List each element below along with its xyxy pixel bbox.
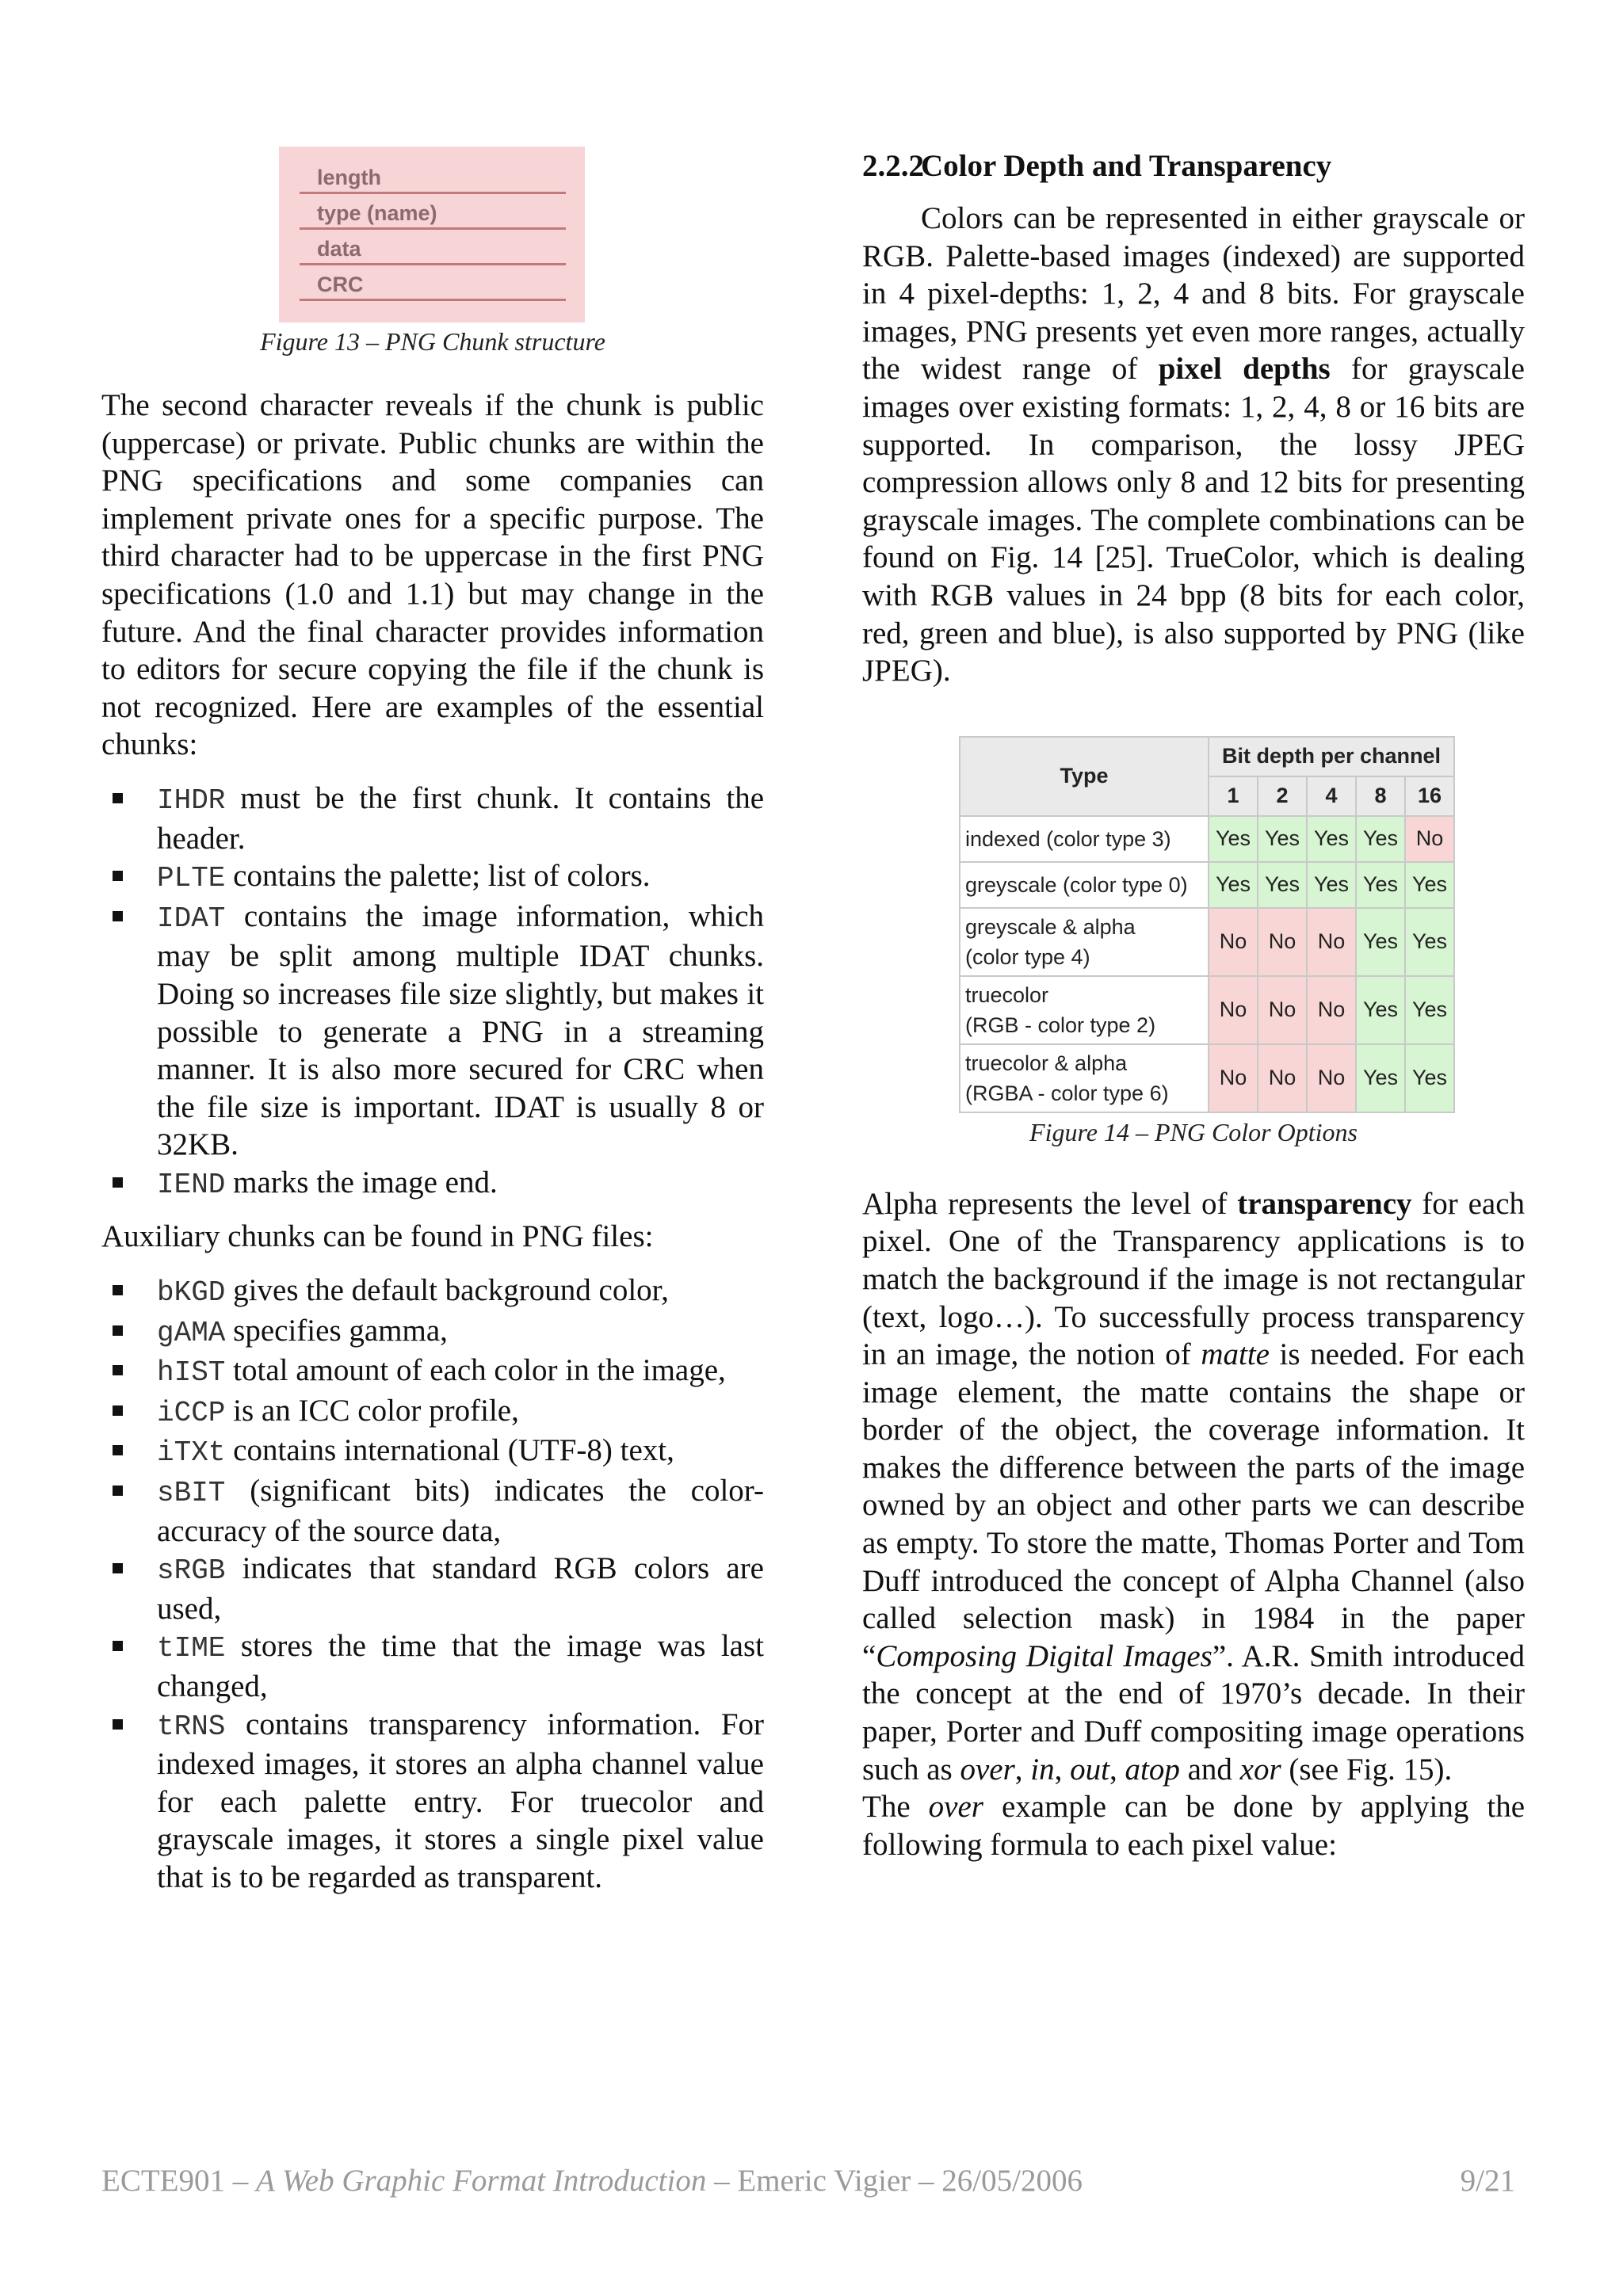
support-cell: Yes	[1209, 862, 1258, 908]
support-cell: No	[1209, 1044, 1258, 1112]
section-number: 2.2.2	[862, 149, 924, 183]
support-cell: No	[1307, 1044, 1356, 1112]
page-number: 9/21	[1460, 2164, 1515, 2198]
bullet-square-icon	[113, 1719, 123, 1730]
chunk-code: iCCP	[157, 1396, 226, 1429]
footer-author: – Emeric Vigier – 26/05/2006	[706, 2164, 1083, 2198]
figure13-caption: Figure 13 – PNG Chunk structure	[260, 327, 605, 356]
table-row	[960, 862, 1454, 908]
support-cell: No	[1405, 816, 1454, 862]
support-cell: Yes	[1307, 862, 1356, 908]
type-header: Type	[960, 737, 1209, 816]
png-color-options-table	[959, 736, 1455, 1113]
bullet-square-icon	[113, 1285, 123, 1295]
chunk-row-crc: CRC	[300, 268, 566, 301]
chunk-description: indicates that standard RGB colors are used,	[157, 1551, 764, 1626]
type-cell: indexed (color type 3)	[960, 816, 1209, 862]
support-cell: Yes	[1258, 862, 1307, 908]
essential-chunks-list	[101, 780, 764, 1204]
chunk-item	[101, 898, 764, 1164]
bullet-square-icon	[113, 1563, 123, 1573]
chunk-code: sBIT	[157, 1477, 226, 1510]
chunk-item	[101, 857, 764, 898]
bullet-square-icon	[113, 1177, 123, 1188]
chunk-item	[101, 780, 764, 857]
section-heading	[862, 147, 1525, 185]
bullet-square-icon	[113, 1445, 123, 1455]
support-cell: No	[1258, 908, 1307, 976]
support-cell: Yes	[1356, 816, 1405, 862]
chunk-item	[101, 1392, 764, 1432]
chunk-code: gAMA	[157, 1316, 226, 1349]
chunk-code: iTXt	[157, 1436, 226, 1470]
chunk-item	[101, 1432, 764, 1472]
chunk-description: is an ICC color profile,	[225, 1393, 519, 1428]
table-row	[960, 1044, 1454, 1112]
chunk-item	[101, 1164, 764, 1204]
bullet-square-icon	[113, 911, 123, 921]
type-cell: greyscale & alpha (color type 4)	[960, 908, 1209, 976]
depth-header: 1	[1209, 776, 1258, 816]
depth-header: 2	[1258, 776, 1307, 816]
support-cell: No	[1307, 976, 1356, 1044]
type-cell: truecolor (RGB - color type 2)	[960, 976, 1209, 1044]
support-cell: Yes	[1307, 816, 1356, 862]
chunk-description: total amount of each color in the image,	[225, 1353, 726, 1388]
bullet-square-icon	[113, 1641, 123, 1651]
footer-course: ECTE901 –	[101, 2164, 256, 2198]
chunk-code: bKGD	[157, 1276, 226, 1310]
table-row	[960, 908, 1454, 976]
table-row	[960, 976, 1454, 1044]
footer-title: A Web Graphic Format Introduction	[255, 2164, 707, 2198]
chunk-item	[101, 1312, 764, 1352]
support-cell: Yes	[1405, 1044, 1454, 1112]
support-cell: Yes	[1405, 976, 1454, 1044]
support-cell: No	[1209, 908, 1258, 976]
png-chunk-figure	[279, 147, 585, 322]
bullet-square-icon	[113, 1365, 123, 1375]
support-cell: Yes	[1356, 908, 1405, 976]
depth-header: 8	[1356, 776, 1405, 816]
chunk-item	[101, 1272, 764, 1312]
left-column	[101, 127, 764, 1897]
support-cell: No	[1258, 976, 1307, 1044]
chunk-description: gives the default background color,	[225, 1273, 669, 1308]
bullet-square-icon	[113, 793, 123, 803]
chunk-description: contains international (UTF-8) text,	[225, 1433, 674, 1468]
page-footer	[101, 2163, 1515, 2199]
figure14-caption: Figure 14 – PNG Color Options	[1029, 1117, 1358, 1146]
chunk-code: tRNS	[157, 1710, 226, 1743]
depth-header: 4	[1307, 776, 1356, 816]
chunk-item	[101, 1706, 764, 1897]
support-cell: Yes	[1356, 862, 1405, 908]
support-cell: Yes	[1356, 1044, 1405, 1112]
intro-paragraph: The second character reveals if the chunk is public (uppercase) or private. Public chunks are within the PNG specifications and some companies can implement private ones for a specific purpose. The third character had to be uppercase in the first PNG specifications (1.0 and 1.1) but may change in the future. And the final character provides information to editors for secure copying the file if the chunk is not recognized. Here are examples of the essential chunks:	[101, 388, 764, 762]
auxiliary-intro: Auxiliary chunks can be found in PNG files:	[101, 1219, 654, 1254]
chunk-code: IDAT	[157, 902, 226, 935]
chunk-code: IEND	[157, 1168, 226, 1201]
bullet-square-icon	[113, 871, 123, 881]
section-title: Color Depth and Transparency	[921, 149, 1332, 183]
chunk-item	[101, 1472, 764, 1550]
bullet-square-icon	[113, 1405, 123, 1416]
chunk-row-type: type (name)	[300, 196, 566, 230]
chunk-description: (significant bits) indicates the color-accuracy of the source data,	[157, 1474, 764, 1548]
chunk-code: IHDR	[157, 784, 226, 817]
bullet-square-icon	[113, 1325, 123, 1336]
over-paragraph: The over example can be done by applying the following formula to each pixel value:	[862, 1790, 1526, 1862]
depth-header: 16	[1405, 776, 1454, 816]
support-cell: Yes	[1356, 976, 1405, 1044]
support-cell: Yes	[1209, 816, 1258, 862]
chunk-code: hIST	[157, 1356, 226, 1390]
transparency-paragraph: Alpha represents the level of transparency for each pixel. One of the Transparency applications is to match the background if the image is not rectangular (text, logo…). To successfully process transparency in an image, the notion of matte is needed. For each image element, the matte contains the shape or border of the object, the coverage information. It makes the difference between the parts of the image owned by an object and other parts we can describe as empty. To store the matte, Thomas Porter and Tom Duff introduced the concept of Alpha Channel (also called selection mask) in 1984 in the paper “Composing Digital Images”. A.R. Smith introduced the concept at the end of 1970’s decade. In their paper, Porter and Duff compositing image operations such as over, in, out, atop and xor (see Fig. 15).	[862, 1186, 1526, 1787]
chunk-code: PLTE	[157, 862, 226, 895]
chunk-description: must be the first chunk. It contains the header.	[157, 780, 764, 856]
type-cell: truecolor & alpha (RGBA - color type 6)	[960, 1044, 1209, 1112]
support-cell: No	[1307, 908, 1356, 976]
chunk-description: stores the time that the image was last changed,	[157, 1629, 764, 1703]
chunk-description: contains the image information, which may be split among multiple IDAT chunks. Doing so increases file size slightly, but makes it possible to generate a PNG in a streaming manner. It is also more secured for CRC when the file size is important. IDAT is usually 8 or 32KB.	[157, 898, 764, 1162]
support-cell: No	[1258, 1044, 1307, 1112]
chunk-row-data: data	[300, 232, 566, 265]
support-cell: Yes	[1258, 816, 1307, 862]
chunk-code: sRGB	[157, 1554, 226, 1588]
chunk-description: contains transparency information. For indexed images, it stores an alpha channel value for each palette entry. For truecolor and grayscale images, it stores a single pixel value that is to be regarded as transparent.	[157, 1707, 764, 1894]
chunk-description: contains the palette; list of colors.	[225, 859, 651, 894]
support-cell: Yes	[1405, 862, 1454, 908]
auxiliary-chunks-list	[101, 1272, 764, 1897]
chunk-item	[101, 1550, 764, 1627]
chunk-description: specifies gamma,	[225, 1313, 448, 1348]
chunk-description: marks the image end.	[225, 1165, 498, 1199]
support-cell: Yes	[1405, 908, 1454, 976]
chunk-item	[101, 1627, 764, 1705]
chunk-code: tIME	[157, 1632, 226, 1665]
bullet-square-icon	[113, 1486, 123, 1496]
chunk-row-length: length	[300, 161, 566, 194]
type-cell: greyscale (color type 0)	[960, 862, 1209, 908]
bit-depth-header: Bit depth per channel	[1209, 737, 1454, 776]
table-row	[960, 816, 1454, 862]
color-depth-paragraph: Colors can be represented in either grayscale or RGB. Palette-based images (indexed) are supported in 4 pixel-depths: 1, 2, 4 and 8 bits. For grayscale images, PNG presents yet even more ranges, actually the widest range of pixel depths for grayscale images over existing formats: 1, 2, 4, 8 or 16 bits are supported. In comparison, the lossy JPEG compression allows only 8 and 12 bits for presenting grayscale images. The complete combinations can be found on Fig. 14 [25]. TrueColor, which is dealing with RGB values in 24 bpp (8 bits for each color, red, green and blue), is also supported by PNG (like JPEG).	[862, 201, 1525, 688]
chunk-item	[101, 1352, 764, 1392]
support-cell: No	[1209, 976, 1258, 1044]
right-column	[862, 147, 1525, 1863]
